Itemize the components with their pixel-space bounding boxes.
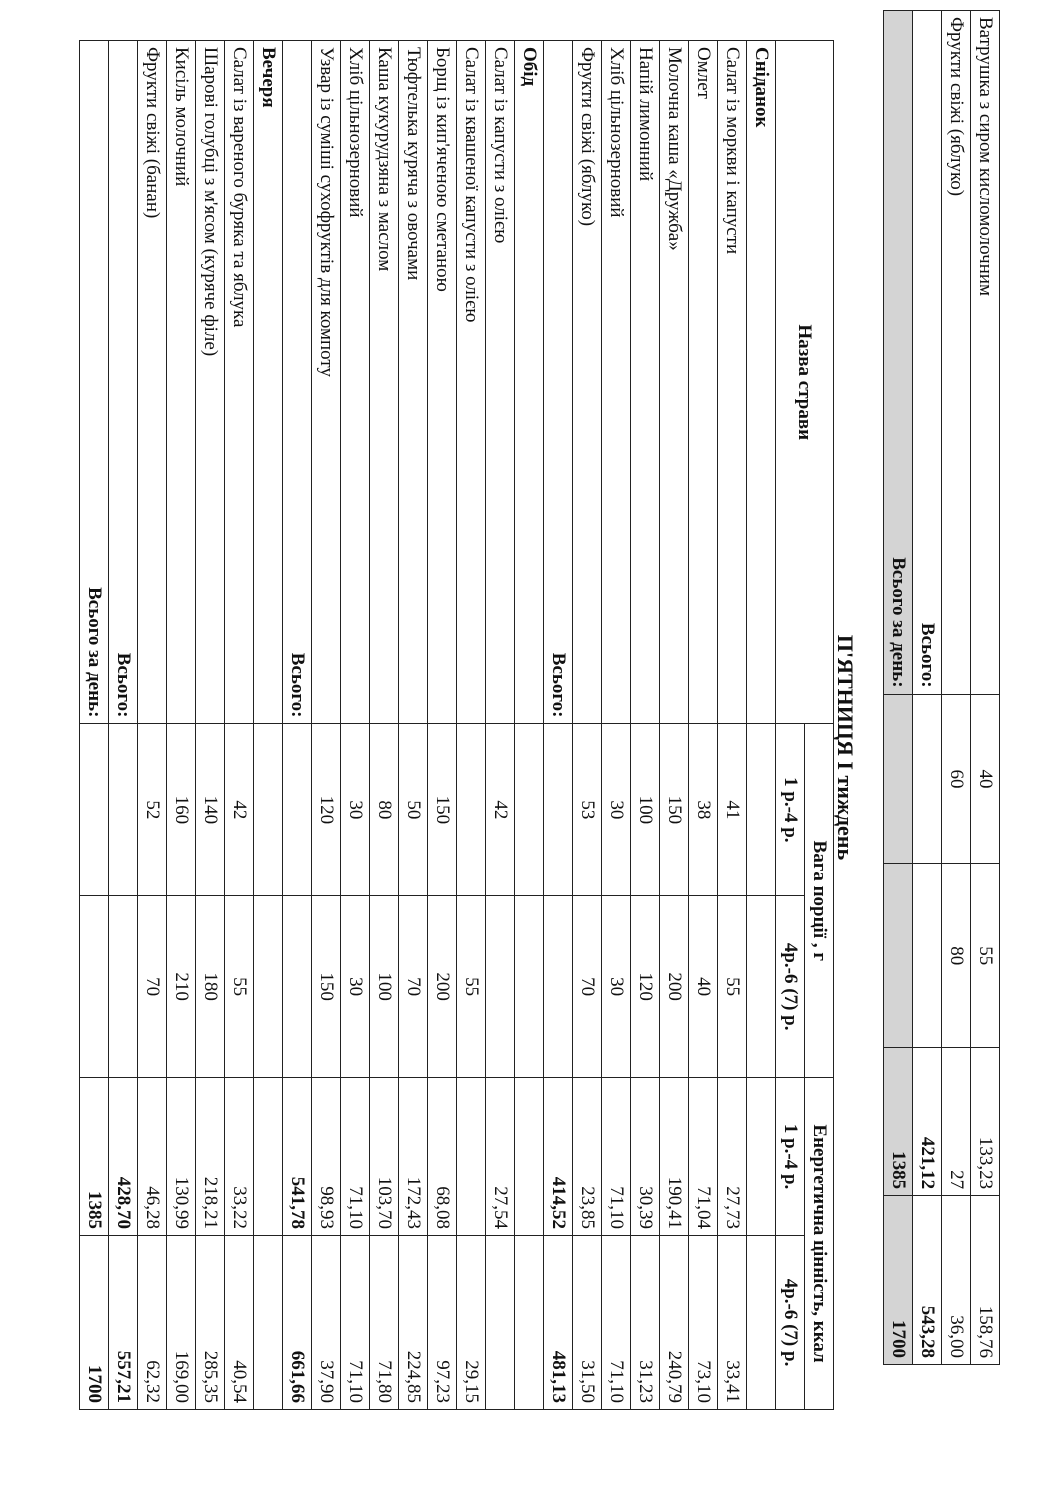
energy-cell: 285,35	[196, 1236, 225, 1410]
total-energy: 543,28	[913, 1196, 942, 1365]
day-total-energy: 1700	[80, 1236, 109, 1410]
energy-cell: 190,41	[660, 1078, 689, 1236]
dish-name: Салат із варeного буряка та яблука	[225, 41, 254, 724]
energy-cell: 23,85	[573, 1078, 602, 1236]
dish-name: Салат із квашеної капусти з олією	[457, 41, 486, 724]
weight-cell: 80	[370, 724, 399, 896]
weight-cell: 70	[573, 896, 602, 1078]
dish-name: Салат із капусти з олією	[486, 41, 515, 724]
empty-cell	[913, 694, 942, 864]
energy-cell: 31,50	[573, 1236, 602, 1410]
weight-cell: 150	[660, 724, 689, 896]
dish-name: Фрукти свіжі (банан)	[138, 41, 167, 724]
table-row	[631, 41, 660, 1410]
weight-cell: 160	[167, 724, 196, 896]
dish-name: Хліб цільнозерновий	[602, 41, 631, 724]
energy-cell: 98,93	[312, 1078, 341, 1236]
page-title: П'ЯТНИЦЯ І тиждень	[833, 634, 858, 861]
weight-cell: 150	[428, 724, 457, 896]
total-energy: 557,21	[109, 1236, 138, 1410]
empty-cell	[109, 724, 138, 896]
empty-cell	[515, 1078, 544, 1236]
weight-cell: 38	[689, 724, 718, 896]
total-label: Всього:	[544, 41, 573, 724]
table-row	[167, 41, 196, 1410]
energy-cell	[457, 1078, 486, 1236]
dish-name: Кисіль молочний	[167, 41, 196, 724]
dish-name: Молочна каша «Дружба»	[660, 41, 689, 724]
dish-name: Фрукти свіжі (яблуко)	[942, 11, 971, 695]
day-total-label: Всього за день:	[884, 11, 913, 695]
dish-name: Тюфтелька куряча з овочами	[399, 41, 428, 724]
energy-cell: 218,21	[196, 1078, 225, 1236]
weight-cell: 30	[602, 724, 631, 896]
table-row	[399, 41, 428, 1410]
energy-cell: 68,08	[428, 1078, 457, 1236]
total-row	[109, 41, 138, 1410]
empty-cell	[747, 1236, 776, 1410]
empty-cell	[747, 724, 776, 896]
weight-cell: 52	[138, 724, 167, 896]
day-total-energy: 1385	[884, 1048, 913, 1196]
energy-cell	[486, 1236, 515, 1410]
section-title: Вечеря	[254, 41, 283, 724]
empty-cell	[254, 1236, 283, 1410]
total-row	[544, 41, 573, 1410]
table-row	[138, 41, 167, 1410]
section-title: Обід	[515, 41, 544, 724]
total-energy: 428,70	[109, 1078, 138, 1236]
energy-cell: 224,85	[399, 1236, 428, 1410]
energy-cell: 71,04	[689, 1078, 718, 1236]
table-row	[660, 41, 689, 1410]
empty-cell	[254, 1078, 283, 1236]
weight-cell: 200	[660, 896, 689, 1078]
header-dish-name: Назва страви	[776, 41, 834, 724]
empty-cell	[515, 896, 544, 1078]
section-title: Сніданок	[747, 41, 776, 724]
empty-cell	[283, 896, 312, 1078]
weight-cell: 30	[341, 724, 370, 896]
section-header-row	[254, 41, 283, 1410]
empty-cell	[80, 724, 109, 896]
total-label: Всього:	[913, 11, 942, 695]
header-energy: Енергетична цінність, ккал	[805, 1078, 834, 1410]
table-row	[573, 41, 602, 1410]
table-row	[341, 41, 370, 1410]
weight-cell: 70	[399, 896, 428, 1078]
weight-cell: 55	[718, 896, 747, 1078]
weight-cell: 100	[631, 724, 660, 896]
weight-cell: 60	[942, 694, 971, 864]
energy-cell: 31,23	[631, 1236, 660, 1410]
empty-cell	[544, 724, 573, 896]
empty-cell	[747, 1078, 776, 1236]
empty-cell	[515, 724, 544, 896]
energy-cell: 27	[942, 1048, 971, 1196]
energy-cell: 33,22	[225, 1078, 254, 1236]
dish-name: Фрукти свіжі (яблуко)	[573, 41, 602, 724]
weight-cell: 180	[196, 896, 225, 1078]
weight-cell: 80	[942, 864, 971, 1048]
weight-cell	[457, 724, 486, 896]
energy-cell: 240,79	[660, 1236, 689, 1410]
table-row	[457, 41, 486, 1410]
dish-name: Салат із моркви і капусти	[718, 41, 747, 724]
empty-cell	[109, 896, 138, 1078]
energy-cell: 71,10	[602, 1236, 631, 1410]
energy-cell: 46,28	[138, 1078, 167, 1236]
empty-cell	[544, 896, 573, 1078]
table-row	[370, 41, 399, 1410]
energy-cell: 169,00	[167, 1236, 196, 1410]
weight-cell: 50	[399, 724, 428, 896]
empty-cell	[515, 1236, 544, 1410]
top-table	[883, 10, 1000, 1365]
energy-cell: 133,23	[971, 1048, 1000, 1196]
weight-cell: 42	[486, 724, 515, 896]
empty-cell	[913, 864, 942, 1048]
empty-cell	[283, 724, 312, 896]
energy-cell: 71,10	[341, 1236, 370, 1410]
total-row	[283, 41, 312, 1410]
energy-cell: 71,80	[370, 1236, 399, 1410]
energy-cell: 40,54	[225, 1236, 254, 1410]
day-total-row	[80, 41, 109, 1410]
empty-cell	[80, 896, 109, 1078]
header-age: 1 р.-4 р.	[776, 724, 805, 896]
weight-cell	[486, 896, 515, 1078]
weight-cell: 30	[602, 896, 631, 1078]
energy-cell: 30,39	[631, 1078, 660, 1236]
table-row	[689, 41, 718, 1410]
section-header-row	[515, 41, 544, 1410]
table-row	[942, 11, 971, 1365]
table-row	[718, 41, 747, 1410]
weight-cell: 30	[341, 896, 370, 1078]
energy-cell: 27,54	[486, 1078, 515, 1236]
energy-cell: 130,99	[167, 1078, 196, 1236]
weight-cell: 40	[971, 694, 1000, 864]
energy-cell: 29,15	[457, 1236, 486, 1410]
total-energy: 421,12	[913, 1048, 942, 1196]
total-energy: 481,13	[544, 1236, 573, 1410]
dish-name: Шарові голубці з м'ясом (куряче філе)	[196, 41, 225, 724]
total-energy: 414,52	[544, 1078, 573, 1236]
total-energy: 541,78	[283, 1078, 312, 1236]
energy-cell: 172,43	[399, 1078, 428, 1236]
dish-name: Каша кукурудзяна з маслом	[370, 41, 399, 724]
energy-cell: 33,41	[718, 1236, 747, 1410]
dish-name: Ватрушка з сиром кисломолочним	[971, 11, 1000, 695]
header-weight: Вага порції , г	[805, 724, 834, 1078]
weight-cell: 70	[138, 896, 167, 1078]
empty-cell	[884, 864, 913, 1048]
table-row	[428, 41, 457, 1410]
header-age: 4р.-6 (7) р.	[776, 896, 805, 1078]
empty-cell	[254, 896, 283, 1078]
day-total-energy: 1385	[80, 1078, 109, 1236]
dish-name: Борщ із кип'яченою сметаною	[428, 41, 457, 724]
dish-name: Напій лимонний	[631, 41, 660, 724]
energy-cell: 158,76	[971, 1196, 1000, 1365]
menu-body	[109, 41, 776, 1410]
weight-cell: 40	[689, 896, 718, 1078]
weight-cell: 41	[718, 724, 747, 896]
table-row	[971, 11, 1000, 1365]
header-row	[805, 41, 834, 1410]
energy-cell: 37,90	[312, 1236, 341, 1410]
weight-cell: 100	[370, 896, 399, 1078]
day-total-label: Всього за день:	[80, 41, 109, 724]
day-total-row	[884, 11, 913, 1365]
energy-cell: 36,00	[942, 1196, 971, 1365]
energy-cell: 97,23	[428, 1236, 457, 1410]
total-row	[913, 11, 942, 1365]
menu-table	[79, 40, 834, 1410]
table-row	[312, 41, 341, 1410]
energy-cell: 62,32	[138, 1236, 167, 1410]
dish-name: Узвар із суміші сухофруктів для компоту	[312, 41, 341, 724]
weight-cell: 55	[457, 896, 486, 1078]
weight-cell: 53	[573, 724, 602, 896]
energy-cell: 71,10	[602, 1078, 631, 1236]
weight-cell: 150	[312, 896, 341, 1078]
empty-cell	[747, 896, 776, 1078]
energy-cell: 27,73	[718, 1078, 747, 1236]
dish-name: Хліб цільнозерновий	[341, 41, 370, 724]
weight-cell: 200	[428, 896, 457, 1078]
table-row	[196, 41, 225, 1410]
section-header-row	[747, 41, 776, 1410]
table-row	[602, 41, 631, 1410]
empty-cell	[884, 694, 913, 864]
total-label: Всього:	[109, 41, 138, 724]
energy-cell: 71,10	[341, 1078, 370, 1236]
weight-cell: 140	[196, 724, 225, 896]
weight-cell: 55	[971, 864, 1000, 1048]
weight-cell: 42	[225, 724, 254, 896]
weight-cell: 55	[225, 896, 254, 1078]
header-age: 1 р.-4 р.	[776, 1078, 805, 1236]
weight-cell: 210	[167, 896, 196, 1078]
total-label: Всього:	[283, 41, 312, 724]
table-row	[486, 41, 515, 1410]
energy-cell: 103,70	[370, 1078, 399, 1236]
header-age: 4р.-6 (7) р.	[776, 1236, 805, 1410]
energy-cell: 73,10	[689, 1236, 718, 1410]
weight-cell: 120	[631, 896, 660, 1078]
dish-name: Омлет	[689, 41, 718, 724]
total-energy: 661,66	[283, 1236, 312, 1410]
table-row	[225, 41, 254, 1410]
weight-cell: 120	[312, 724, 341, 896]
empty-cell	[254, 724, 283, 896]
day-total-energy: 1700	[884, 1196, 913, 1365]
